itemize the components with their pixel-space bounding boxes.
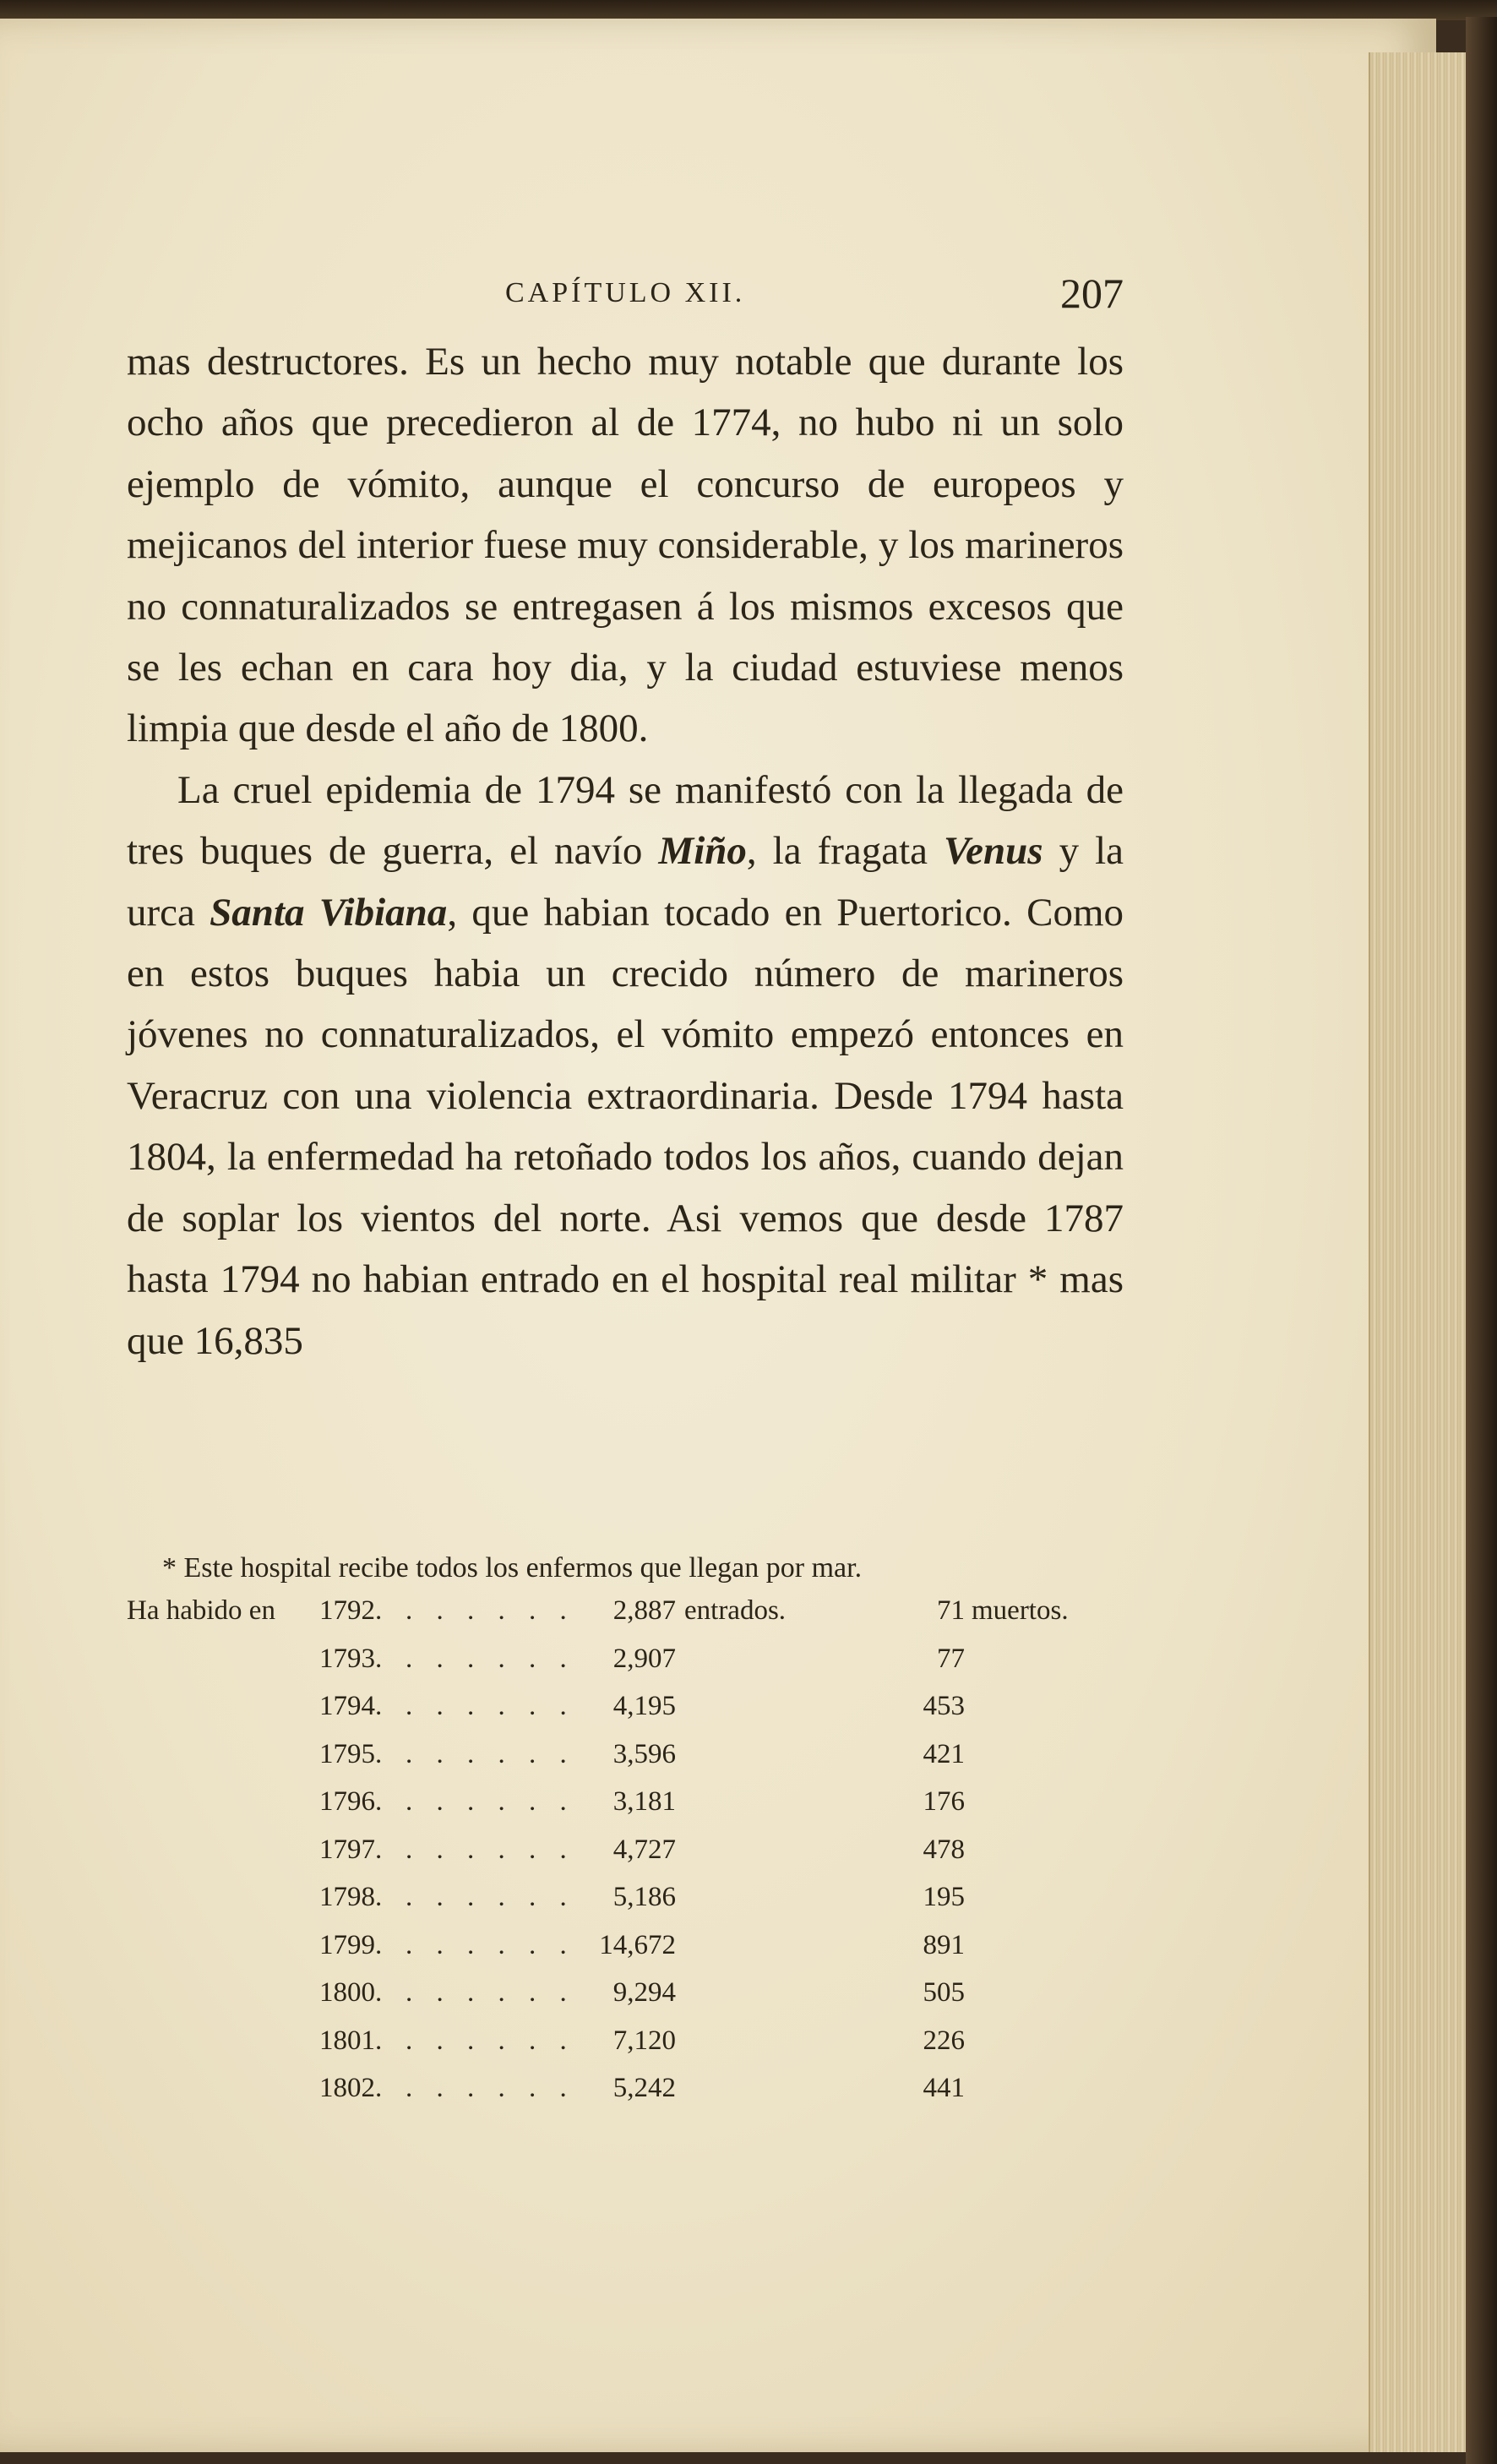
leader-dots: . . . . . . xyxy=(406,1691,575,1721)
ship-name-venus: Venus xyxy=(944,829,1043,874)
leader-dots: . . . . . . xyxy=(406,1786,575,1817)
year-cell: 1800. xyxy=(319,1977,383,2008)
year-cell: 1798. xyxy=(319,1882,383,1912)
entered-cell: 9,294 xyxy=(612,1977,676,2008)
entered-cell: 4,727 xyxy=(612,1834,676,1865)
table-row xyxy=(127,1691,1140,1739)
year-cell: 1794. xyxy=(319,1691,383,1721)
paragraph-2-part-b: , la fragata xyxy=(746,829,944,874)
table-row xyxy=(127,1644,1140,1692)
leader-dots: . . . . . . xyxy=(406,2073,575,2103)
table-row xyxy=(127,1834,1140,1883)
entered-cell: 5,186 xyxy=(612,1882,676,1912)
ship-name-mino: Miño xyxy=(658,829,747,874)
table-row xyxy=(127,2025,1140,2074)
leader-dots: . . . . . . xyxy=(406,1738,575,1769)
year-cell: 1796. xyxy=(319,1786,383,1817)
paragraph-2 xyxy=(127,760,1124,1371)
page-gutter xyxy=(1369,52,1467,2452)
year-cell: 1795. xyxy=(319,1738,383,1769)
table-row xyxy=(127,1786,1140,1834)
year-cell: 1802. xyxy=(319,2073,383,2103)
died-cell: 421 xyxy=(923,1738,965,1769)
year-cell: 1799. xyxy=(319,1929,383,1960)
died-cell: 226 xyxy=(923,2025,965,2056)
died-cell: 453 xyxy=(923,1691,965,1721)
footnote-intro: * Este hospital recibe todos los enfermos que llegan por mar. xyxy=(162,1552,863,1584)
died-suffix: muertos. xyxy=(972,1595,1069,1626)
died-cell: 891 xyxy=(923,1929,965,1960)
entered-cell: 2,887 xyxy=(612,1595,676,1626)
page-header xyxy=(127,269,1124,319)
entered-cell: 7,120 xyxy=(612,2025,676,2056)
year-cell: 1793. xyxy=(319,1643,383,1674)
book-top-edge xyxy=(0,0,1497,20)
table-row xyxy=(127,1977,1140,2025)
page-number: 207 xyxy=(1060,270,1124,317)
died-cell: 176 xyxy=(923,1786,965,1817)
year-cell: 1792. xyxy=(319,1595,383,1626)
entered-cell: 3,181 xyxy=(612,1786,676,1817)
leader-dots: . . . . . . xyxy=(406,1643,575,1674)
died-cell: 441 xyxy=(923,2073,965,2103)
table-row xyxy=(127,2073,1140,2121)
died-cell: 77 xyxy=(937,1643,965,1674)
entered-cell: 4,195 xyxy=(612,1691,676,1721)
footnote-table xyxy=(127,1595,1140,2121)
died-cell: 478 xyxy=(923,1834,965,1865)
table-row xyxy=(127,1930,1140,1978)
entered-suffix: entrados. xyxy=(684,1595,787,1626)
entered-cell: 2,907 xyxy=(612,1643,676,1674)
paragraph-1: mas destructores. Es un hecho muy notable que durante los ocho años que precedieron al de 1774, no hubo ni un solo ejemplo de vómito, aunque el concurso de europeos y mejicanos del interior fuese muy considerable, y los marineros no connaturalizados se entregasen á los mismos excesos que se les echan en cara hoy dia, y la ciudad estuviese menos limpia que desde el año de 1800. xyxy=(127,340,1124,751)
died-cell: 195 xyxy=(923,1882,965,1912)
leader-dots: . . . . . . xyxy=(406,1929,575,1960)
table-row xyxy=(127,1882,1140,1930)
year-cell: 1801. xyxy=(319,2025,383,2056)
died-cell: 71 xyxy=(937,1595,965,1626)
year-cell: 1797. xyxy=(319,1834,383,1865)
paragraph-2-part-c: y la urca xyxy=(127,829,1124,935)
leader-dots: . . . . . . xyxy=(406,1595,575,1626)
entered-cell: 3,596 xyxy=(612,1738,676,1769)
leader-dots: . . . . . . xyxy=(406,1882,575,1912)
leader-dots: . . . . . . xyxy=(406,1834,575,1865)
entered-cell: 14,672 xyxy=(599,1929,676,1960)
body-text xyxy=(127,331,1124,1371)
row-label: Ha habido en xyxy=(127,1595,275,1626)
ship-name-santa-vibiana: Santa Vibiana xyxy=(210,890,448,935)
table-row xyxy=(127,1595,1140,1644)
died-cell: 505 xyxy=(923,1977,965,2008)
leader-dots: . . . . . . xyxy=(406,1977,575,2008)
paragraph-2-part-a: La cruel epidemia de 1794 se manifestó con la llegada de tres buques de guerra, el navío xyxy=(127,767,1124,874)
book-binding-edge xyxy=(1466,17,1497,2464)
leader-dots: . . . . . . xyxy=(406,2025,575,2056)
table-row xyxy=(127,1739,1140,1787)
entered-cell: 5,242 xyxy=(612,2073,676,2103)
running-head: CAPÍTULO XII. xyxy=(505,277,746,308)
paragraph-2-part-d: , que habian tocado en Puertorico. Como en estos buques habia un crecido número de marineros jóvenes no connaturalizados, el vómito empezó entonces en Veracruz con una violencia extraordinaria. Desde 1794 hasta 1804, la enfermedad ha retoñado todos los años, cuando dejan de soplar los vientos del norte. Asi vemos que desde 1787 hasta 1794 no habian entrado en el hospital real militar * mas que 16,835 xyxy=(127,890,1124,1363)
